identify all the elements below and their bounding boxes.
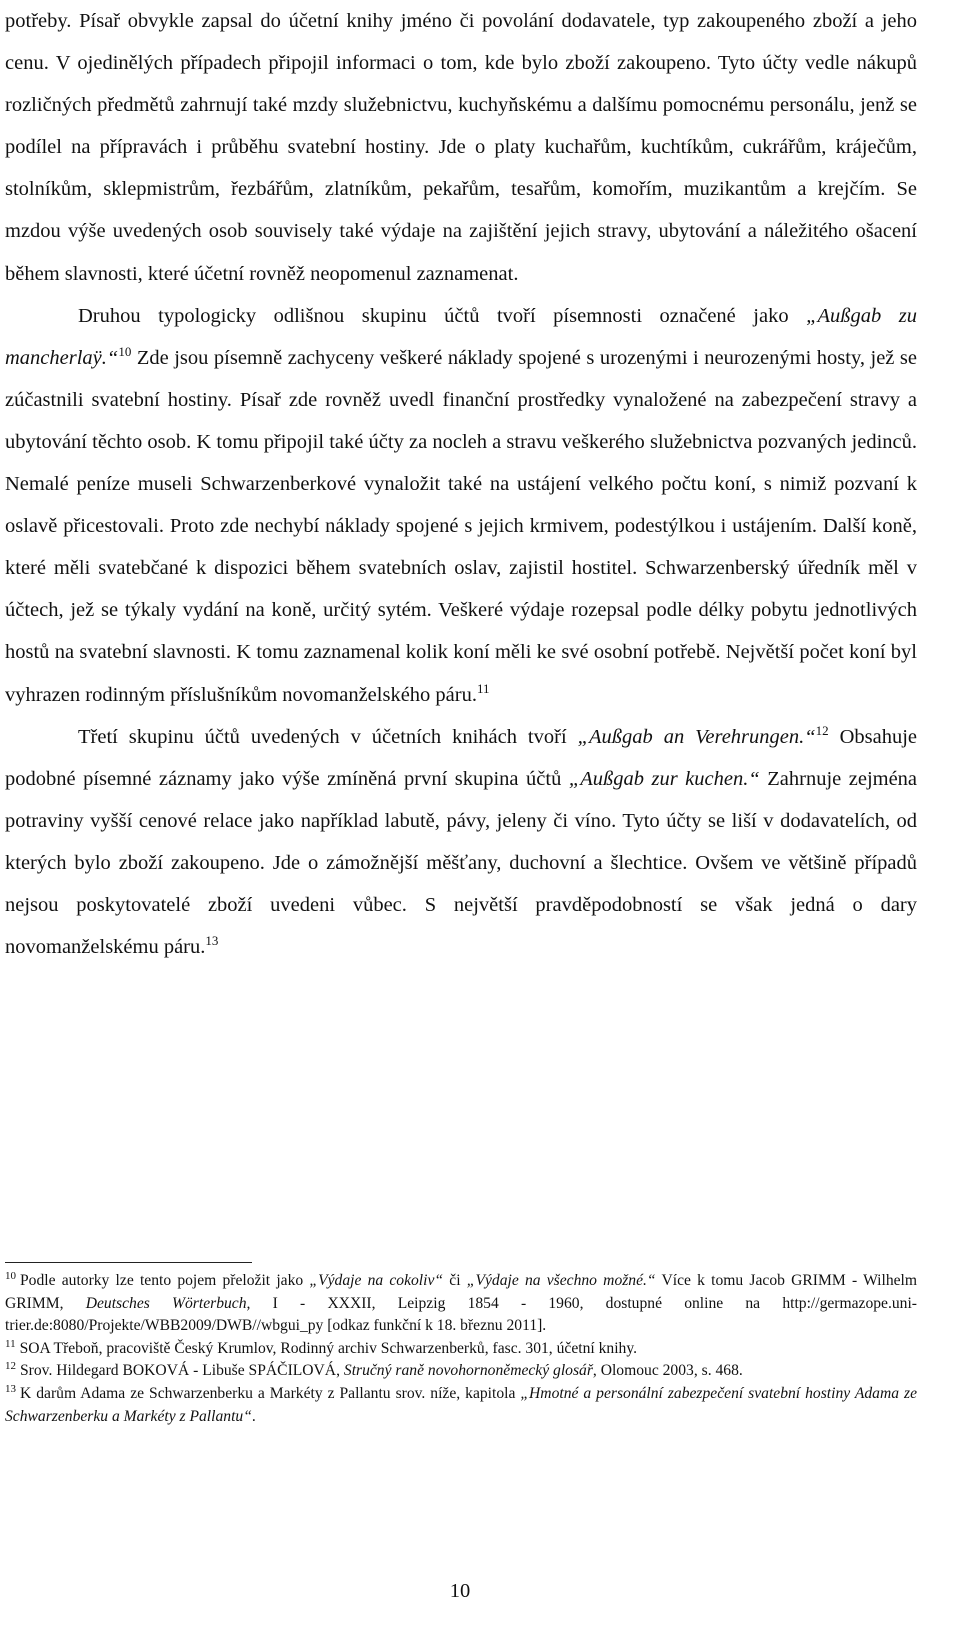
footnote-number: 10 bbox=[5, 1269, 16, 1282]
footnote-text: SOA Třeboň, pracoviště Český Krumlov, Rodinný archiv Schwarzenberků, fasc. 301, účetní knihy. bbox=[19, 1339, 637, 1357]
chapter-title: „Hmotné a personální zabezpečení svatební hostiny Adama ze Schwarzenberku a Markéty z Pallantu“ bbox=[5, 1384, 917, 1425]
paragraph-3-body: Zahrnuje zejména potraviny vyšší cenové relace jako například labutě, pávy, jeleny či víno. Tyto účty se liší v dodavatelích, od kterých bylo zboží zakoupeno. Jde o zámožnější měšťany, duchovní a šlechtice. Ovšem ve většině případů nejsou poskytovatelé zboží uvedeni vůbec. S největší pravděpodobností se však jedná o dary novomanželskému páru. bbox=[5, 767, 918, 959]
book-title: Deutsches Wörterbuch, bbox=[85, 1294, 251, 1312]
footnote-number: 11 bbox=[5, 1337, 16, 1350]
paragraph-3 bbox=[5, 716, 917, 969]
footnote-11 bbox=[5, 1338, 917, 1361]
footnote-text: I - XXXII, Leipzig 1854 - 1960, dostupné online na http://germazope.uni-trier.de:8080/Projekte/WBB2009/DWB//wbgui_py [odkaz funkční k 18. březnu 2011]. bbox=[5, 1294, 917, 1335]
footnote-italic: „Výdaje na cokoliv“ bbox=[309, 1272, 444, 1289]
footnote-text: K darům Adama ze Schwarzenberku a Markéty z Pallantu srov. níže, kapitola bbox=[20, 1384, 516, 1402]
footnote-text: , bbox=[336, 1362, 340, 1380]
footnote-text: - Wilhelm G bbox=[5, 1272, 918, 1312]
footnote-text: Podle autorky lze tento pojem přeložit jako bbox=[20, 1272, 304, 1289]
author-surname: OKOVÁ bbox=[132, 1362, 190, 1380]
footnote-text: . bbox=[251, 1407, 256, 1425]
paragraph-2-body: Zde jsou písemně zachyceny veškeré náklady spojené s urozenými i neurozenými hosty, jež se zúčastnili svatební hostiny. Písař zde rovněž uvedl finanční prostředky vynaložené na zabezpečení stravy a ubytování těchto osob. K tomu připojil také účty za nocleh a stravu veškerého služebnictva pozvaných jedinců. Nemalé peníze museli Schwarzenberkové vynaložit také na ustájení velkého počtu koní, s nimiž pozvaní k oslavě přicestovali. Proto zde nechybí náklady spojené s jejich krmivem, podestýlkou i ustájením. Další koně, které měli svatebčané k dispozici během svatebních oslav, zajistil hostitel. Schwarzenberský úředník měl v účtech, jež se týkaly vydání na koně, určitý sytém. Veškeré výdaje rozepsal podle délky pobytu jednotlivých hostů na svatební slavnosti. K tomu zaznamenal kolik koní měli ke své osobní potřebě. Největší počet koní byl vyhrazen rodinným příslušníkům novomanželského páru. bbox=[5, 346, 917, 706]
author-surname: RIMM bbox=[16, 1294, 60, 1312]
paragraph-2-lead: Druhou typologicky odlišnou skupinu účtů tvoří písemnosti označené jako bbox=[78, 304, 789, 327]
book-title: Stručný raně novohornoněmecký glosář bbox=[343, 1362, 593, 1380]
paragraph-3-lead: Třetí skupinu účtů uvedených v účetních knihách tvoří bbox=[78, 725, 567, 748]
footnote-ref-10[interactable]: 10 bbox=[118, 343, 132, 359]
footnote-separator bbox=[5, 1262, 252, 1263]
term-aussgab-zu-mancherlay: „Außgab zu mancherlaÿ.“ bbox=[5, 304, 918, 369]
footnote-italic: „Výdaje na všechno možné.“ bbox=[466, 1272, 656, 1289]
footnote-text: Srov. Hildegard B bbox=[20, 1362, 133, 1380]
footnote-number: 13 bbox=[5, 1382, 16, 1395]
footnote-text: , bbox=[59, 1294, 64, 1312]
author-surname: RIMM bbox=[802, 1272, 846, 1289]
footnote-text: či bbox=[449, 1272, 461, 1289]
footnote-text: Více k tomu Jacob G bbox=[661, 1272, 803, 1289]
footnote-10 bbox=[5, 1270, 917, 1338]
author-surname: PÁČILOVÁ bbox=[257, 1362, 337, 1380]
footnotes bbox=[5, 1270, 917, 1428]
footnote-ref-13[interactable]: 13 bbox=[205, 933, 219, 949]
footnote-text: - Libuše S bbox=[193, 1362, 258, 1380]
footnote-number: 12 bbox=[5, 1360, 16, 1373]
term-aussgab-zur-kuchen: „Außgab zur kuchen.“ bbox=[568, 767, 760, 790]
footnote-text: , Olomouc 2003, s. 468. bbox=[592, 1362, 743, 1380]
page-number: 10 bbox=[449, 1580, 471, 1602]
paragraph-2 bbox=[5, 295, 917, 716]
main-text bbox=[5, 0, 917, 968]
paragraph-1 bbox=[5, 0, 917, 295]
paragraph-3-mid: Obsahuje podobné písemné záznamy jako výše zmíněná první skupina účtů bbox=[5, 725, 918, 790]
term-aussgab-an-verehrungen: „Außgab an Verehrungen.“ bbox=[577, 725, 816, 748]
footnote-ref-11[interactable]: 11 bbox=[476, 680, 490, 696]
footnote-ref-12[interactable]: 12 bbox=[815, 722, 829, 738]
footnote-12 bbox=[5, 1360, 917, 1383]
footnote-13 bbox=[5, 1383, 917, 1428]
paragraph-1-text: potřeby. Písař obvykle zapsal do účetní knihy jméno či povolání dodavatele, typ zakoupeného zboží a jeho cenu. V ojedinělých případech připojil informaci o tom, kde bylo zboží zakoupeno. Tyto účty vedle nákupů rozličných předmětů zahrnují také mzdy služebnictvu, kuchyňskému a dalšímu pomocnému personálu, jenž se podílel na přípravách i průběhu svatební hostiny. Jde o platy kuchařům, kuchtíkům, cukrářům, kráječům, stolníkům, sklepmistrům, řezbářům, zlatníkům, pekařům, tesařům, komořím, muzikantům a krejčím. Se mzdou výše uvedených osob souvisely také výdaje na zajištění jejich stravy, ubytování a náležitého ošacení během slavnosti, které účetní rovněž neopomenul zaznamenat. bbox=[5, 10, 917, 285]
